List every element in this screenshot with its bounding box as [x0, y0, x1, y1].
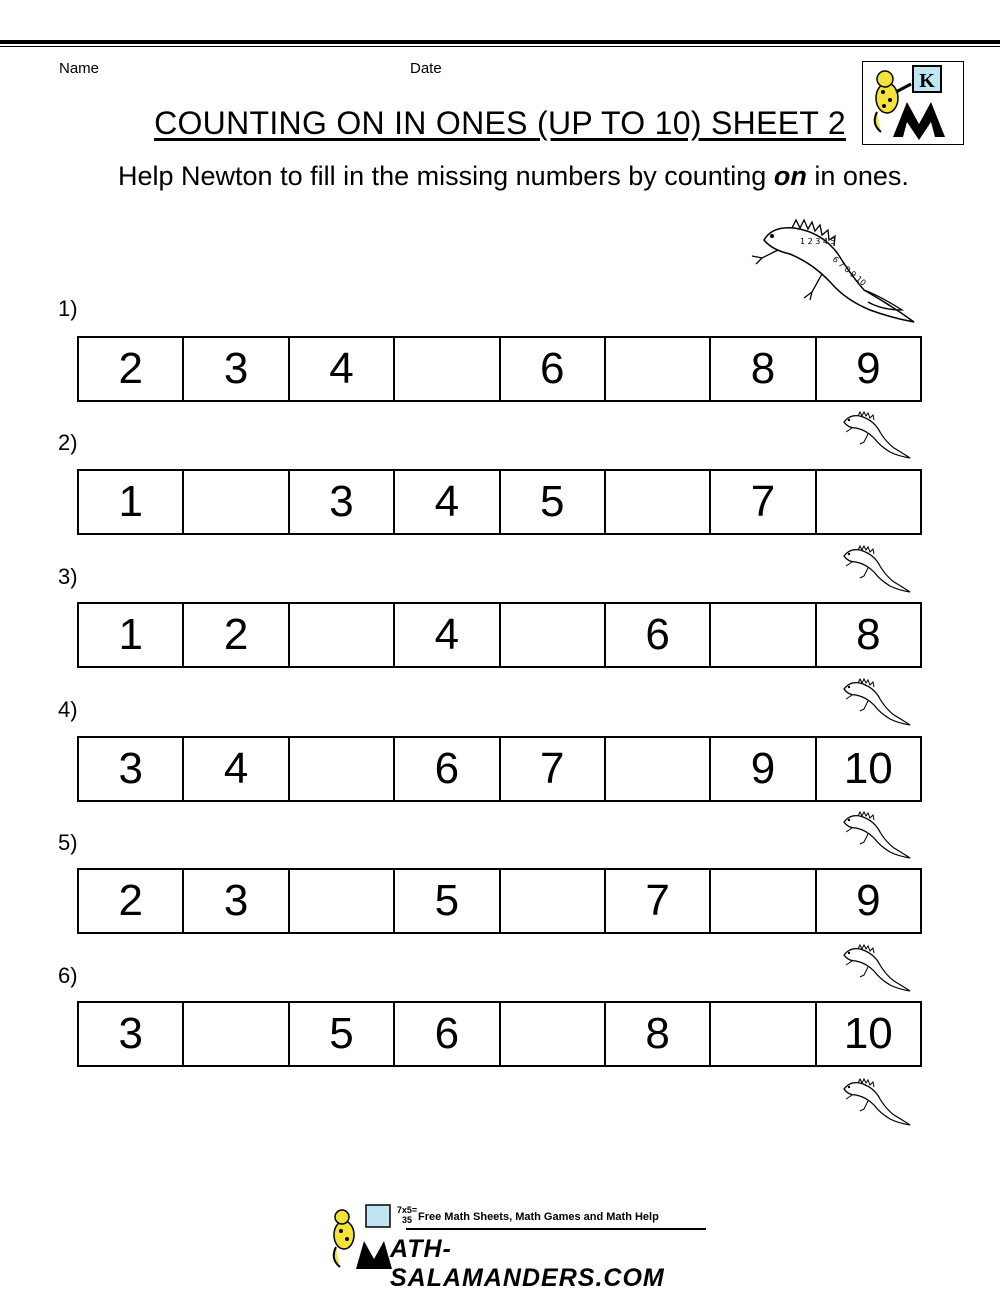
small-salamander-icon — [838, 677, 912, 727]
number-row — [77, 1001, 922, 1067]
number-row — [77, 469, 922, 535]
blank-answer-cell[interactable] — [501, 1003, 606, 1065]
top-rule-thin — [0, 46, 1000, 47]
blank-answer-cell[interactable] — [817, 471, 920, 533]
footer-badge: 7x5= 35 — [396, 1205, 418, 1225]
number-cell: 7 — [711, 471, 816, 533]
blank-answer-cell[interactable] — [606, 738, 711, 800]
number-cell: 2 — [184, 604, 289, 666]
number-cell: 8 — [606, 1003, 711, 1065]
blank-answer-cell[interactable] — [290, 870, 395, 932]
number-cell: 7 — [501, 738, 606, 800]
question-label: 2) — [58, 430, 78, 455]
number-row — [77, 336, 922, 402]
name-label: Name — [59, 60, 100, 77]
small-salamander-icon — [838, 943, 912, 993]
number-cell: 1 — [79, 471, 184, 533]
number-cell: 8 — [856, 610, 881, 659]
blank-answer-cell[interactable] — [290, 738, 395, 800]
small-salamander-icon — [838, 810, 912, 860]
small-salamander-icon — [838, 544, 912, 594]
number-cell: 3 — [184, 338, 289, 400]
number-cell: 4 — [290, 338, 395, 400]
number-cell: 1 — [79, 604, 184, 666]
blank-answer-cell[interactable] — [711, 870, 816, 932]
question-label: 6) — [58, 963, 78, 988]
number-cell: 8 — [711, 338, 816, 400]
small-salamander-icon — [838, 1077, 912, 1127]
footer-site: ATH-SALAMANDERS.COM — [390, 1235, 665, 1292]
svg-text:1 2 3 4 5: 1 2 3 4 5 — [800, 237, 836, 246]
number-cell: 10 — [843, 744, 893, 793]
number-cell: 6 — [395, 1003, 500, 1065]
number-cell: 5 — [395, 870, 500, 932]
number-cell: 2 — [79, 870, 184, 932]
number-cell: 6 — [395, 738, 500, 800]
footer-logo — [326, 1203, 706, 1292]
blank-answer-cell[interactable] — [606, 338, 711, 400]
instructions-emphasis: on — [773, 161, 807, 191]
number-row — [77, 736, 922, 802]
number-cell: 10 — [843, 1009, 893, 1058]
blank-answer-cell[interactable] — [290, 604, 395, 666]
instructions-text: Help Newton to fill in the missing numbers by counting — [118, 161, 774, 191]
number-cell: 5 — [290, 1003, 395, 1065]
logo-letter: K — [919, 70, 935, 92]
blank-answer-cell[interactable] — [395, 338, 500, 400]
question-label: 5) — [58, 830, 78, 855]
footer-salamander-icon — [326, 1203, 396, 1273]
number-cell: 4 — [395, 471, 500, 533]
footer-rule — [406, 1228, 706, 1230]
number-cell: 9 — [856, 876, 881, 925]
top-rule — [0, 40, 1000, 44]
number-cell: 4 — [395, 604, 500, 666]
question-label: 1) — [58, 296, 78, 321]
number-row — [77, 868, 922, 934]
question-label: 4) — [58, 697, 78, 722]
number-cell: 3 — [79, 1003, 184, 1065]
blank-answer-cell[interactable] — [184, 1003, 289, 1065]
blank-answer-cell[interactable] — [184, 471, 289, 533]
instructions-text-end: in ones. — [806, 161, 909, 191]
number-cell: 6 — [606, 604, 711, 666]
blank-answer-cell[interactable] — [711, 604, 816, 666]
footer-tagline: Free Math Sheets, Math Games and Math Help — [418, 1211, 659, 1223]
small-salamander-icon — [838, 410, 912, 460]
number-cell: 9 — [856, 344, 881, 393]
number-cell: 3 — [79, 738, 184, 800]
number-cell: 2 — [79, 338, 184, 400]
question-label: 3) — [58, 564, 78, 589]
number-cell: 4 — [184, 738, 289, 800]
number-cell: 3 — [184, 870, 289, 932]
number-cell: 5 — [501, 471, 606, 533]
instructions — [118, 154, 928, 199]
blank-answer-cell[interactable] — [606, 471, 711, 533]
number-cell: 9 — [711, 738, 816, 800]
newton-salamander-icon — [742, 210, 920, 328]
blank-answer-cell[interactable] — [711, 1003, 816, 1065]
blank-answer-cell[interactable] — [501, 604, 606, 666]
date-label: Date — [410, 60, 442, 77]
number-cell: 7 — [606, 870, 711, 932]
page-title: COUNTING ON IN ONES (UP TO 10) SHEET 2 — [154, 105, 846, 141]
number-cell: 3 — [290, 471, 395, 533]
number-cell: 6 — [501, 338, 606, 400]
number-row — [77, 602, 922, 668]
blank-answer-cell[interactable] — [501, 870, 606, 932]
svg-text:6 7 8 9 10: 6 7 8 9 10 — [830, 254, 868, 288]
